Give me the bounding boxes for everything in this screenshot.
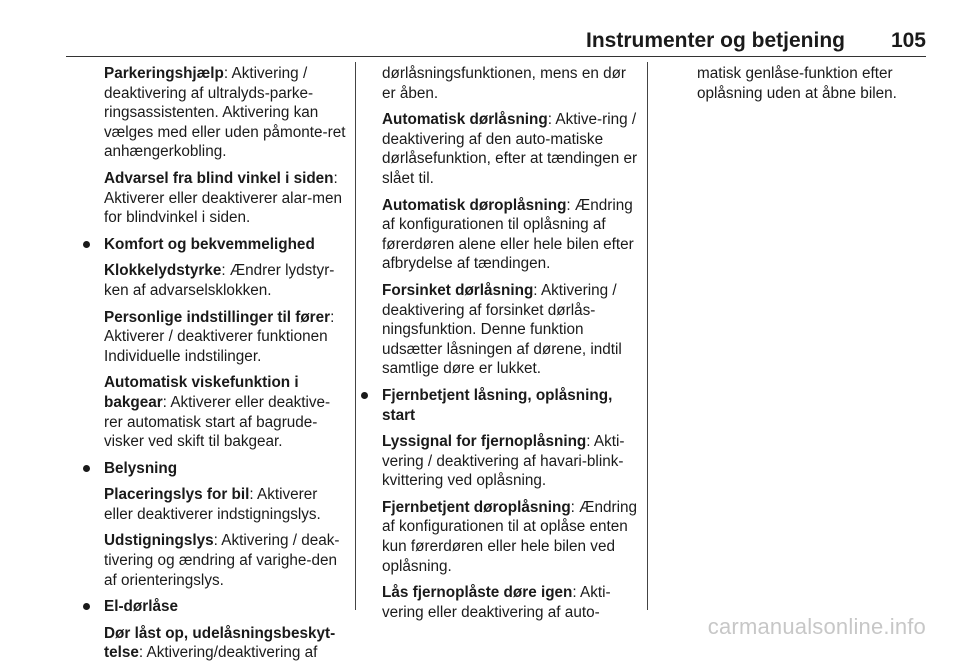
entry-text: : Aktiverer eller deaktiverer indstigningslys.	[104, 486, 321, 523]
entry-text: : Aktive-ring / deaktivering af den auto-matiske dørlåsefunktion, efter at tændingen er slået til.	[382, 111, 638, 187]
entry-term: Lås fjernoplåste døre igen	[382, 584, 573, 602]
bullet-label: Komfort og bekvemmelighed	[104, 235, 315, 253]
bullet-label: El-dørlåse	[104, 598, 178, 616]
column-1	[80, 64, 348, 670]
entry-text: : Aktiverer eller deaktiverer alar-men for blindvinkel i siden.	[104, 169, 343, 227]
bullet-lighting	[80, 459, 348, 479]
column-2	[382, 64, 638, 629]
bullet-label: Fjernbetjent låsning, oplåsning, start	[382, 386, 613, 424]
column-3	[673, 64, 929, 110]
entry-personal-settings	[104, 308, 348, 367]
entry-text: : Ændrer lydstyr-ken af advarselsklokken.	[104, 262, 335, 299]
page-number: 105	[890, 29, 926, 52]
bullet-icon	[83, 241, 90, 248]
bullet-label: Belysning	[104, 459, 178, 477]
entry-term: Personlige indstillinger til fører	[104, 308, 331, 326]
entry-term: Automatisk viskefunktion i bakgear	[104, 374, 299, 411]
bullet-icon	[83, 603, 90, 610]
bullet-icon	[361, 392, 368, 399]
continued-text: dørlåsningsfunktionen, mens en dør er åben.	[382, 65, 627, 102]
entry-auto-wiper	[104, 373, 348, 451]
entry-text: : Aktivering / deak-tivering og ændring af varighe-den af orienteringslys.	[104, 532, 340, 589]
entry-text: : Ændring af konfigurationen til oplåsning af førerdøren alene eller hele bilen efter afbrydelse af tændingen.	[382, 196, 634, 273]
column-divider-1	[355, 62, 356, 610]
entry-term: Placeringslys for bil	[104, 486, 250, 504]
entry-text: : Aktivering/deaktivering af	[138, 644, 318, 662]
header-rule	[66, 56, 926, 57]
entry-term: Lyssignal for fjernoplåsning	[382, 433, 587, 451]
entry-term: Automatisk døroplåsning	[382, 196, 567, 214]
column-divider-2	[647, 62, 648, 610]
entry-term: Parkeringshjælp	[104, 65, 224, 82]
entry-term: Udstigningslys	[104, 532, 214, 550]
entry-term: Fjernbetjent døroplåsning	[382, 498, 571, 516]
entry-remote-door-unlock	[382, 498, 638, 576]
entry-blind-spot	[104, 169, 348, 228]
entry-auto-door-lock	[382, 110, 638, 188]
bullet-power-locks	[80, 597, 348, 617]
bullet-comfort	[80, 235, 348, 255]
entry-term: Advarsel fra blind vinkel i siden	[104, 169, 334, 187]
entry-chime-volume	[104, 261, 348, 300]
header-title: Instrumenter og betjening	[585, 29, 845, 52]
entry-delayed-door-lock	[382, 281, 638, 379]
entry-vehicle-locator-lights	[104, 485, 348, 524]
entry-remote-unlock-light	[382, 432, 638, 491]
entry-text: : Aktiverer eller deaktive-rer automatisk start af bagrude-visker ved skift til bakgear.	[104, 393, 331, 451]
watermark-text: carmanualsonline.info	[707, 614, 926, 639]
entry-term: Dør låst op, udelåsningsbeskyt-telse	[104, 624, 336, 662]
bullet-icon	[83, 465, 90, 472]
entry-exit-lighting	[104, 531, 348, 590]
entry-text: : Aktiverer / deaktiverer funktionen Individuelle indstilinger.	[104, 308, 335, 365]
entry-relock-remote-unlocked	[382, 583, 638, 622]
entry-term: Klokkelydstyrke	[104, 262, 222, 280]
entry-text: : Akti-vering / deaktivering af havari-blink-kvittering ved oplåsning.	[382, 433, 625, 490]
page-header	[0, 0, 960, 58]
entry-text: : Aktivering / deaktivering af ultralyds-parke-ringsassistenten. Aktivering kan vælges med eller uden påmonte-ret anhængerkobling.	[104, 65, 346, 161]
entry-text: : Aktivering / deaktivering af forsinket dørlås-ningsfunktion. Denne funktion udsætter låsningen af dørene, indtil samtlige døre er lukket.	[382, 281, 622, 378]
entry-parking-assist	[104, 64, 348, 162]
entry-text: : Akti-vering eller deaktivering af auto-	[382, 584, 611, 621]
entry-term: Automatisk dørlåsning	[382, 111, 548, 129]
entry-term: Forsinket dørlåsning	[382, 281, 534, 299]
entry-auto-door-unlock	[382, 196, 638, 274]
continued-text: matisk genlåse-funktion efter oplåsning uden at åbne bilen.	[697, 65, 897, 102]
entry-text: : Ændring af konfigurationen til at oplåse enten kun førerdøren eller hele bilen ved oplåsning.	[382, 498, 637, 575]
bullet-remote	[358, 386, 638, 425]
entry-unlocked-door-protection	[104, 624, 348, 663]
